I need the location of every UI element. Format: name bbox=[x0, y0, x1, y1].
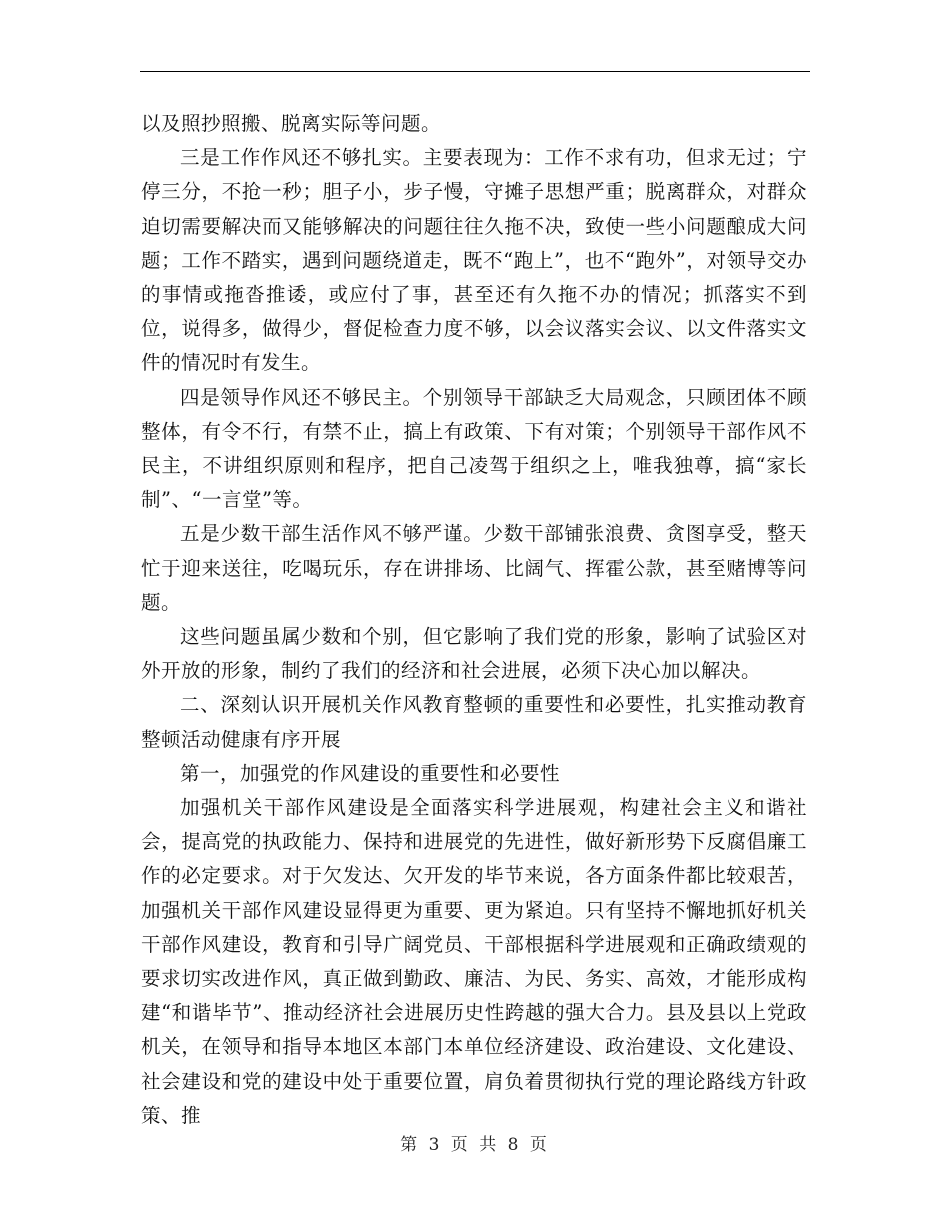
paragraph-2: 三是工作作风还不够扎实。主要表现为：工作不求有功，但求无过；宁停三分，不抢一秒；胆子小，步子慢，守摊子思想严重；脱离群众，对群众迫切需要解决而又能够解决的问题往往久拖不决，致使一些小问题酿成大问题；工作不踏实，遇到问题绕道走，既不“跑上”，也不“跑外”，对领导交办的事情或拖沓推诿，或应付了事，甚至还有久拖不办的情况；抓落实不到位，说得多，做得少，督促检查力度不够，以会议落实会议、以文件落实文件的情况时有发生。 bbox=[141, 146, 807, 375]
page-number: 第 3 页 共 8 页 bbox=[400, 1135, 550, 1155]
paragraph-1: 以及照抄照搬、脱离实际等问题。 bbox=[141, 112, 442, 135]
paragraph-4: 五是少数干部生活作风不够严谨。少数干部铺张浪费、贪图享受，整天忙于迎来送往，吃喝玩乐，存在讲排场、比阔气、挥霍公款，甚至赌博等问题。 bbox=[141, 522, 807, 614]
paragraph-3: 四是领导作风还不够民主。个别领导干部缺乏大局观念，只顾团体不顾整体，有令不行，有禁不止，搞上有政策、下有对策；个别领导干部作风不民主，不讲组织原则和程序，把自己凌驾于组织之上，唯我独尊，搞“家长制”、“一言堂”等。 bbox=[141, 385, 807, 512]
document-body bbox=[141, 107, 807, 1133]
paragraph-5: 这些问题虽属少数和个别，但它影响了我们党的形象，影响了试验区对外开放的形象，制约了我们的经济和社会进展，必须下决心加以解决。 bbox=[141, 625, 807, 683]
section-heading: 二、深刻认识开展机关作风教育整顿的重要性和必要性，扎实推动教育整顿活动健康有序开展 bbox=[141, 693, 807, 751]
header-rule bbox=[140, 71, 810, 72]
paragraph-6: 加强机关干部作风建设是全面落实科学进展观，构建社会主义和谐社会，提高党的执政能力、保持和进展党的先进性，做好新形势下反腐倡廉工作的必定要求。对于欠发达、欠开发的毕节来说，各方面条件都比较艰苦，加强机关干部作风建设显得更为重要、更为紧迫。只有坚持不懈地抓好机关干部作风建设，教育和引导广阔党员、干部根据科学进展观和正确政绩观的要求切实改进作风，真正做到勤政、廉洁、为民、务实、高效，才能形成构建“和谐毕节”、推动经济社会进展历史性跨越的强大合力。县及县以上党政机关，在领导和指导本地区本部门本单位经济建设、政治建设、文化建设、社会建设和党的建设中处于重要位置，肩负着贯彻执行党的理论路线方针政策、推 bbox=[141, 796, 807, 1127]
subsection-heading: 第一，加强党的作风建设的重要性和必要性 bbox=[180, 761, 561, 785]
